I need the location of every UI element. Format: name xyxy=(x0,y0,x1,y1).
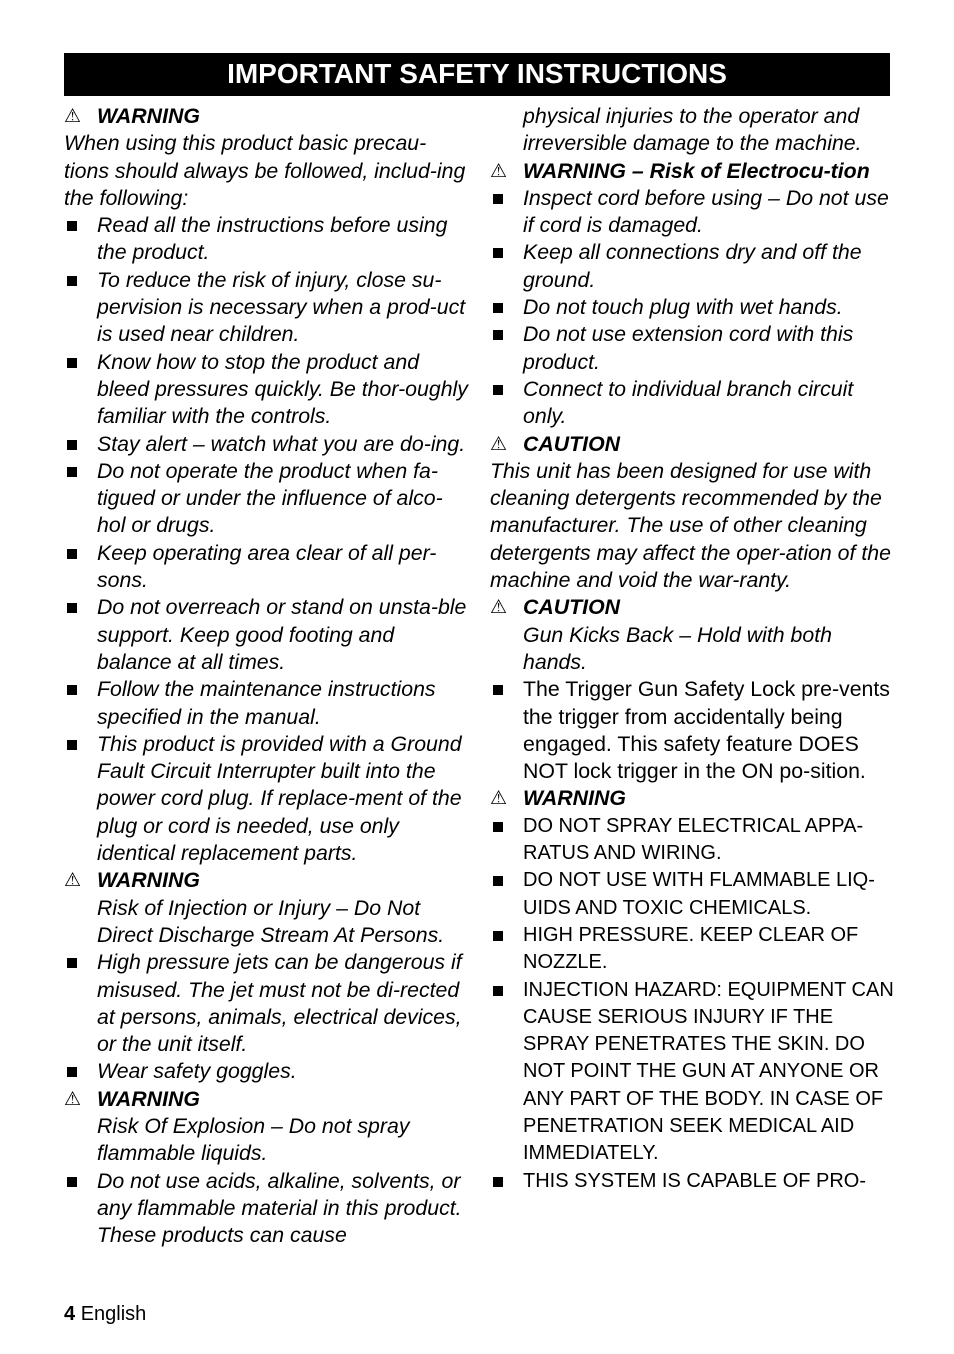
warning-subtitle: Risk of Injection or Injury – Do Not Direct Discharge Stream At Persons. xyxy=(97,895,445,947)
caution-heading: ⚠ CAUTION xyxy=(490,594,894,621)
caution-text: This unit has been designed for use with cleaning detergents recommended by the manufacturer. The use of other cleaning detergents may affect the oper-ation of the machine and void the war-ranty. xyxy=(490,458,891,593)
bullet-icon xyxy=(490,239,523,294)
bullet-icon xyxy=(490,867,523,922)
warning-triangle-icon: ⚠ xyxy=(64,106,82,127)
bullet-icon xyxy=(490,185,523,240)
warning-heading: ⚠ WARNING xyxy=(490,785,894,812)
bullet-icon xyxy=(490,676,523,785)
continued-text: physical injuries to the operator and irreversible damage to the machine. xyxy=(523,104,862,156)
list-item: To reduce the risk of injury, close su-pervision is necessary when a prod-uct is used near children. xyxy=(64,267,468,349)
bullet-icon xyxy=(64,949,97,1058)
bullet-icon xyxy=(490,321,523,376)
caution-subtitle: Gun Kicks Back – Hold with both hands. xyxy=(523,622,832,674)
bullet-icon xyxy=(64,267,97,349)
list-item: THIS SYSTEM IS CAPABLE OF PRO- xyxy=(490,1168,894,1195)
warning-triangle-icon: ⚠ xyxy=(490,597,508,619)
list-item: Keep all connections dry and off the ground. xyxy=(490,239,894,294)
warning-heading: ⚠ WARNING xyxy=(64,103,468,130)
warning-subtitle: Risk Of Explosion – Do not spray flammable liquids. xyxy=(97,1113,410,1166)
list-item: HIGH PRESSURE. KEEP CLEAR OF NOZZLE. xyxy=(490,922,894,977)
list-item: DO NOT USE WITH FLAMMABLE LIQ-UIDS AND TOXIC CHEMICALS. xyxy=(490,867,894,922)
bullet-icon xyxy=(490,294,523,321)
warning-heading: ⚠ WARNING xyxy=(64,1086,468,1113)
page-footer xyxy=(64,1303,146,1326)
warning-triangle-icon: ⚠ xyxy=(64,870,82,892)
warning-triangle-icon: ⚠ xyxy=(490,788,508,810)
right-column xyxy=(490,103,894,1195)
warning-heading: ⚠ WARNING – Risk of Electrocu-tion xyxy=(490,158,894,185)
page-title: IMPORTANT SAFETY INSTRUCTIONS xyxy=(64,53,890,96)
list-item: Stay alert – watch what you are do-ing. xyxy=(64,431,468,458)
list-item: Know how to stop the product and bleed pressures quickly. Be thor-oughly familiar with the controls. xyxy=(64,349,468,431)
bullet-icon xyxy=(64,349,97,431)
left-column xyxy=(64,103,468,1249)
list-item: High pressure jets can be dangerous if misused. The jet must not be di-rected at persons, animals, electrical devices, or the unit itself. xyxy=(64,949,468,1058)
bullet-icon xyxy=(490,922,523,977)
page-number: 4 xyxy=(64,1303,76,1325)
bullet-icon xyxy=(64,1168,97,1250)
list-item: Follow the maintenance instructions specified in the manual. xyxy=(64,676,468,731)
bullet-icon xyxy=(490,1168,523,1195)
bullet-icon xyxy=(64,212,97,267)
warning-intro: When using this product basic precau-tions should always be followed, includ-ing the following: xyxy=(64,131,466,210)
list-item: Connect to individual branch circuit only. xyxy=(490,376,894,431)
list-item: Do not use extension cord with this product. xyxy=(490,321,894,376)
warning-triangle-icon: ⚠ xyxy=(490,433,508,455)
list-item: Read all the instructions before using the product. xyxy=(64,212,468,267)
bullet-icon xyxy=(64,458,97,540)
language-label: English xyxy=(80,1303,147,1325)
list-item: DO NOT SPRAY ELECTRICAL APPA-RATUS AND WIRING. xyxy=(490,813,894,868)
warning-triangle-icon: ⚠ xyxy=(490,160,508,182)
list-item: Inspect cord before using – Do not use if cord is damaged. xyxy=(490,185,894,240)
warning-triangle-icon: ⚠ xyxy=(64,1088,82,1110)
list-item: INJECTION HAZARD: EQUIPMENT CAN CAUSE SERIOUS INJURY IF THE SPRAY PENETRATES THE SKIN. DO NOT POINT THE GUN AT ANYONE OR ANY PART OF THE BODY. IN CASE OF PENETRATION SEEK MEDICAL AID IMMEDIATELY. xyxy=(490,977,894,1168)
bullet-icon xyxy=(64,540,97,595)
bullet-icon xyxy=(64,431,97,458)
list-item: Do not overreach or stand on unsta-ble support. Keep good footing and balance at all times. xyxy=(64,594,468,676)
list-item: Do not touch plug with wet hands. xyxy=(490,294,894,321)
list-item: This product is provided with a Ground Fault Circuit Interrupter built into the power cord plug. If replace-ment of the plug or cord is needed, use only identical replacement parts. xyxy=(64,731,468,867)
bullet-icon xyxy=(490,376,523,431)
list-item: Do not use acids, alkaline, solvents, or any flammable material in this product. These products can cause xyxy=(64,1168,468,1250)
list-item: The Trigger Gun Safety Lock pre-vents the trigger from accidentally being engaged. This safety feature DOES NOT lock trigger in the ON po-sition. xyxy=(490,676,894,785)
bullet-icon xyxy=(64,676,97,731)
list-item: Wear safety goggles. xyxy=(64,1058,468,1085)
list-item: Keep operating area clear of all per-sons. xyxy=(64,540,468,595)
bullet-icon xyxy=(490,813,523,868)
list-item: Do not operate the product when fa-tigued or under the influence of alco-hol or drugs. xyxy=(64,458,468,540)
bullet-icon xyxy=(64,731,97,867)
bullet-icon xyxy=(490,977,523,1168)
bullet-icon xyxy=(64,1058,97,1085)
warning-heading: ⚠ WARNING xyxy=(64,867,468,894)
caution-heading: ⚠ CAUTION xyxy=(490,431,894,458)
bullet-icon xyxy=(64,594,97,676)
